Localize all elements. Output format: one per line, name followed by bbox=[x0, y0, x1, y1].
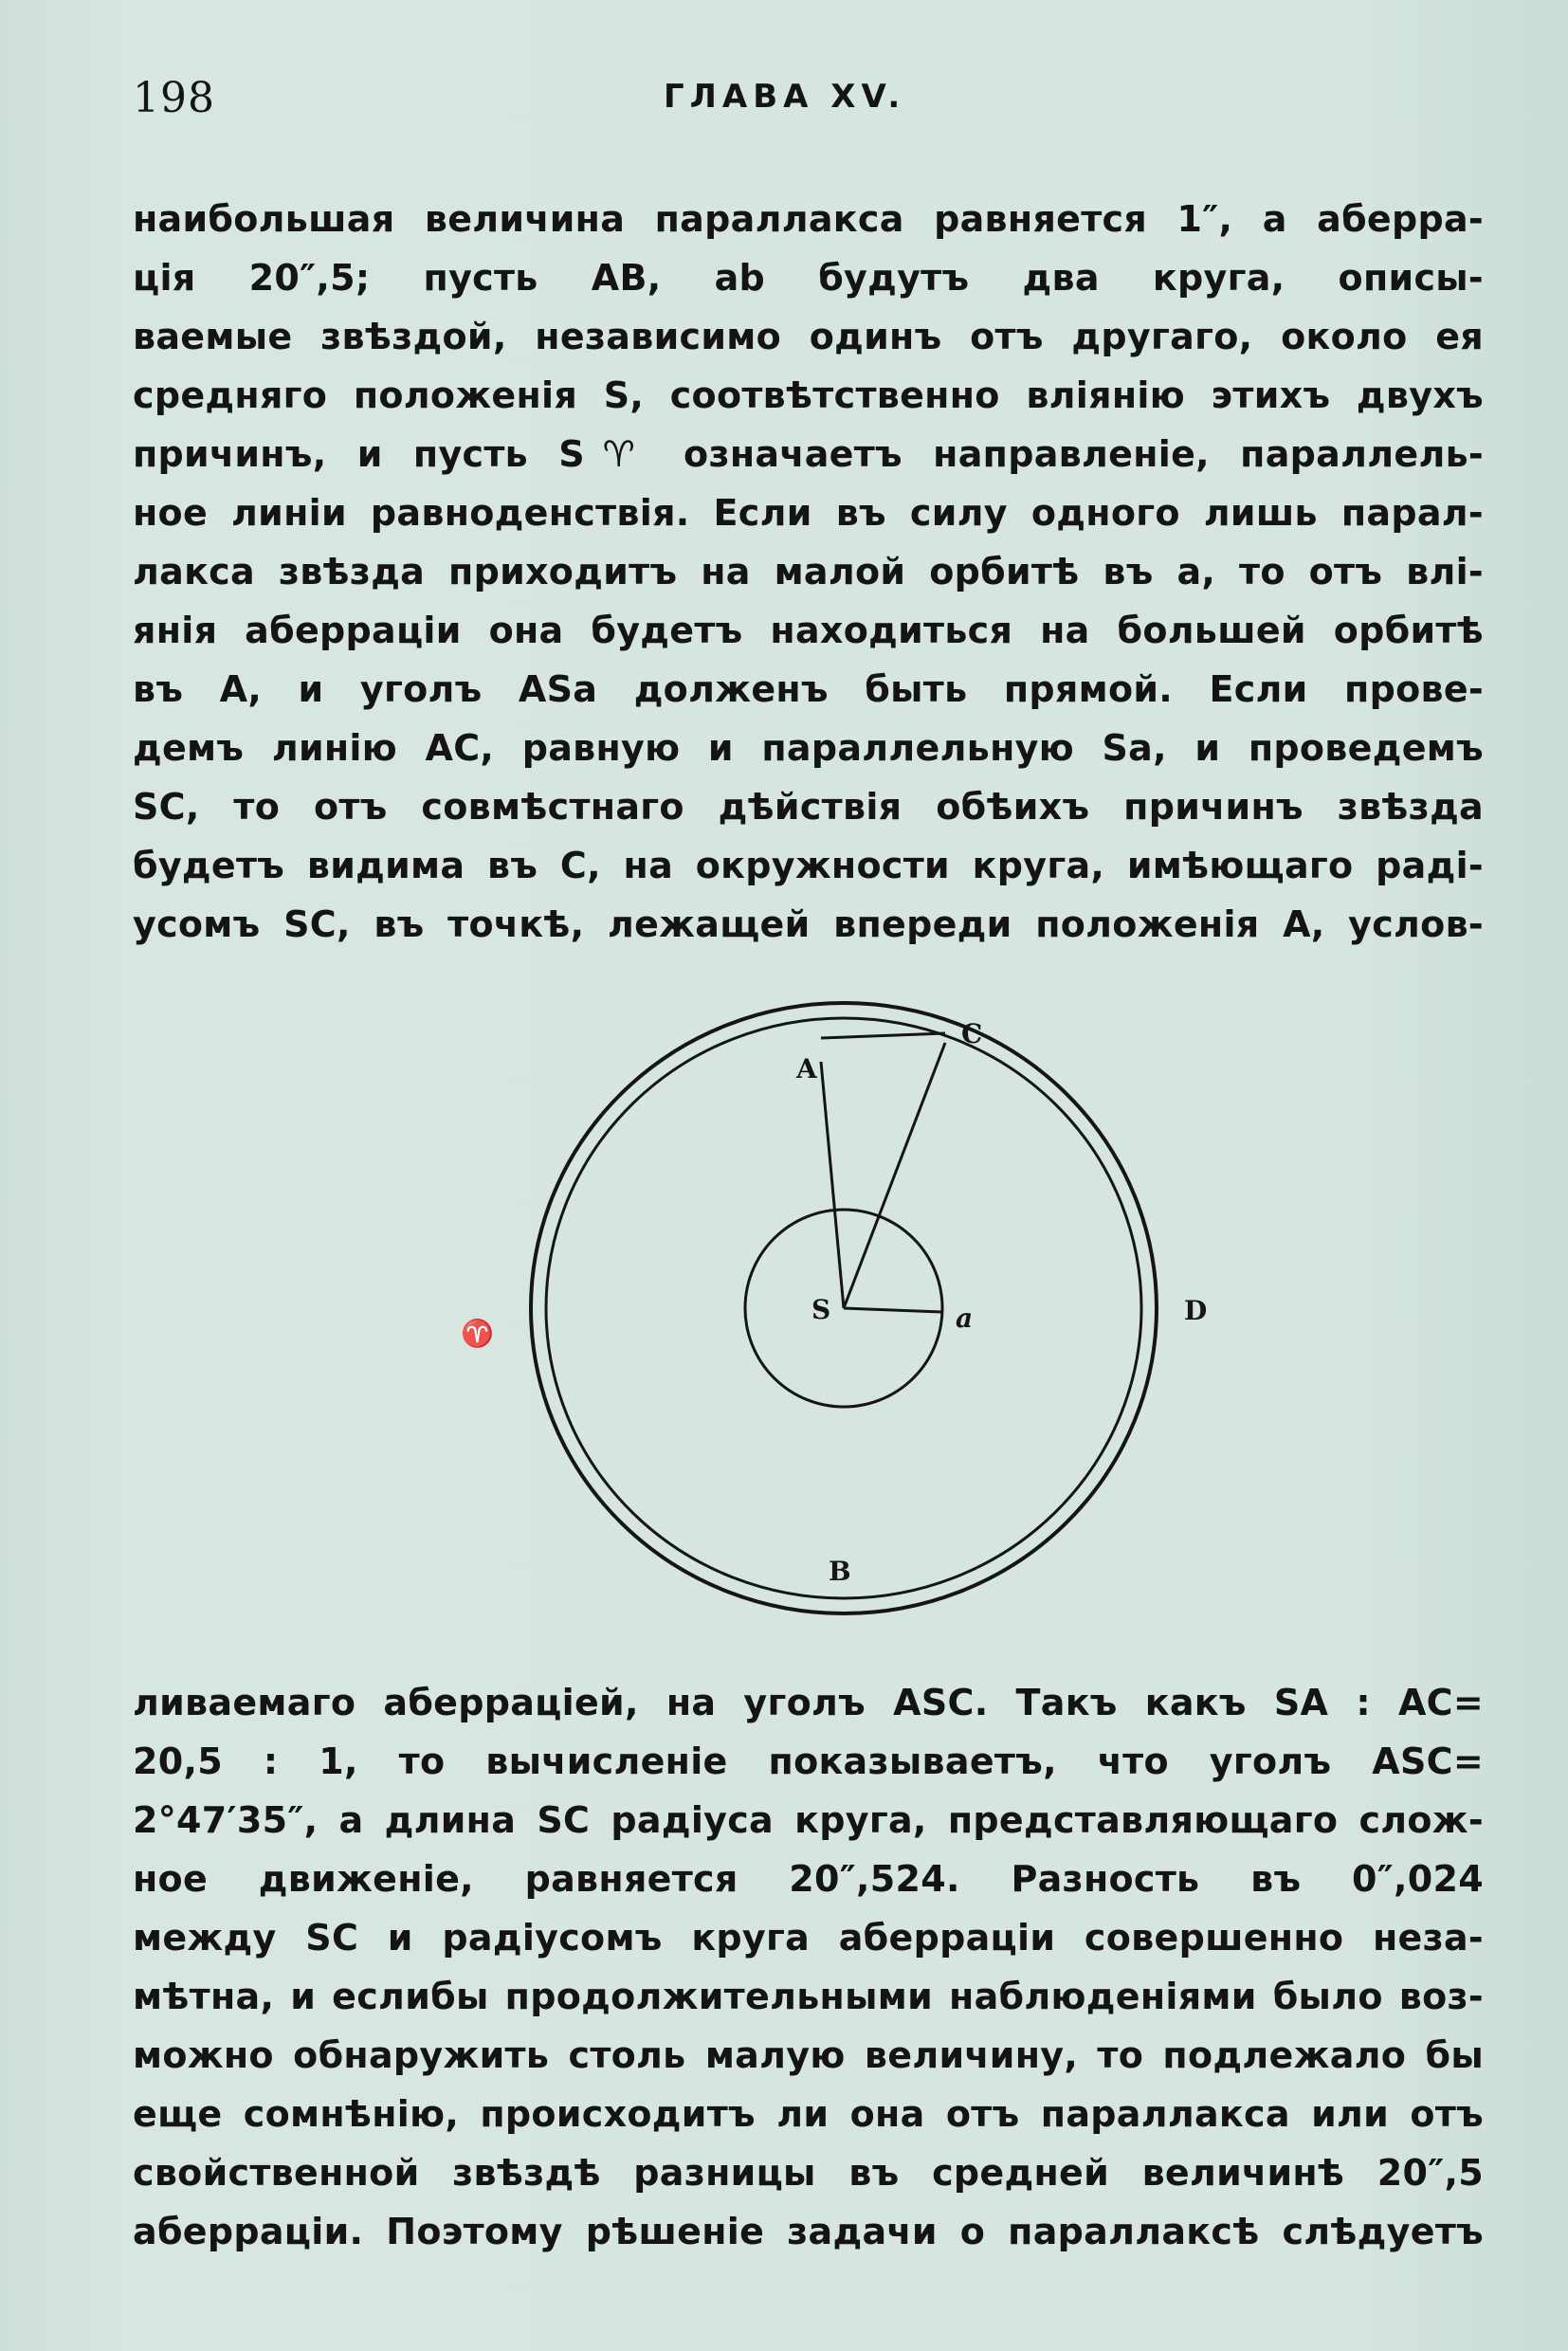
label-S: S bbox=[811, 1294, 831, 1325]
label-B: B bbox=[829, 1556, 851, 1587]
aries-symbol: ♈ bbox=[461, 1318, 494, 1349]
aberration-parallax-diagram bbox=[417, 957, 1208, 1640]
text-line: можно обнаружить столь малую величину, то подлежало бы bbox=[133, 2034, 1484, 2076]
text-line: средняго положенія S, соотвѣтственно вліянію этихъ двухъ bbox=[133, 374, 1484, 416]
text-line: ція 20″,5; пусть АВ, ab будутъ два круга, описы- bbox=[133, 257, 1484, 299]
text-line: лакса звѣзда приходитъ на малой орбитѣ въ a, то отъ влі- bbox=[133, 551, 1484, 592]
text-line: янія аберраціи она будетъ находиться на большей орбитѣ bbox=[133, 610, 1484, 651]
text-line: между SC и радіусомъ круга аберраціи совершенно неза- bbox=[133, 1917, 1484, 1959]
text-line: ное линіи равноденствія. Если въ силу одного лишь парал- bbox=[133, 492, 1484, 534]
text-line: наибольшая величина параллакса равняется 1″, а аберра- bbox=[133, 198, 1484, 240]
label-D: D bbox=[1184, 1295, 1208, 1326]
chapter-title: ГЛАВА XV. bbox=[664, 78, 906, 116]
label-C: C bbox=[961, 1018, 983, 1049]
text-line: ное движеніе, равняется 20″,524. Разность въ 0″,024 bbox=[133, 1858, 1484, 1900]
text-line: SC, то отъ совмѣстнаго дѣйствія обѣихъ причинъ звѣзда bbox=[133, 786, 1484, 828]
text-line: демъ линію АС, равную и параллельную Sa, и проведемъ bbox=[133, 727, 1484, 769]
text-line: усомъ SC, въ точкѣ, лежащей впереди положенія А, услов- bbox=[133, 903, 1484, 945]
page-header bbox=[133, 74, 1479, 131]
text-line: ваемые звѣздой, независимо одинъ отъ другаго, около ея bbox=[133, 316, 1484, 357]
label-a: a bbox=[956, 1303, 974, 1334]
diagram-svg bbox=[417, 957, 1208, 1640]
text-line: причинъ, и пусть S♈ означаетъ направленіе, параллель- bbox=[133, 433, 1484, 475]
line-AC bbox=[821, 1033, 945, 1038]
text-line: свойственной звѣздѣ разницы въ средней величинѣ 20″,5 bbox=[133, 2152, 1484, 2194]
text-line: будетъ видима въ С, на окружности круга, имѣющаго раді- bbox=[133, 845, 1484, 886]
text-line: аберраціи. Поэтому рѣшеніе задачи о параллаксѣ слѣдуетъ bbox=[133, 2211, 1484, 2252]
page-number: 198 bbox=[133, 74, 215, 122]
paragraph-after-figure bbox=[133, 1673, 1484, 2261]
line-Sa bbox=[844, 1308, 942, 1312]
line-SA bbox=[821, 1062, 844, 1308]
text-line: ливаемаго аберраціей, на уголъ ASC. Такъ какъ SA : AC= bbox=[133, 1682, 1484, 1723]
text-line: въ А, и уголъ ASa долженъ быть прямой. Если прове- bbox=[133, 668, 1484, 710]
text-line: 2°47′35″, а длина SC радіуса круга, представляющаго слож- bbox=[133, 1799, 1484, 1841]
paragraph-before-figure bbox=[133, 190, 1484, 954]
text-line: 20,5 : 1, то вычисленіе показываетъ, что уголъ ASC= bbox=[133, 1740, 1484, 1782]
line-SC bbox=[844, 1043, 945, 1308]
text-line: мѣтна, и еслибы продолжительными наблюденіями было воз- bbox=[133, 1976, 1484, 2017]
text-line: еще сомнѣнію, происходитъ ли она отъ параллакса или отъ bbox=[133, 2093, 1484, 2135]
label-A: A bbox=[796, 1053, 817, 1084]
